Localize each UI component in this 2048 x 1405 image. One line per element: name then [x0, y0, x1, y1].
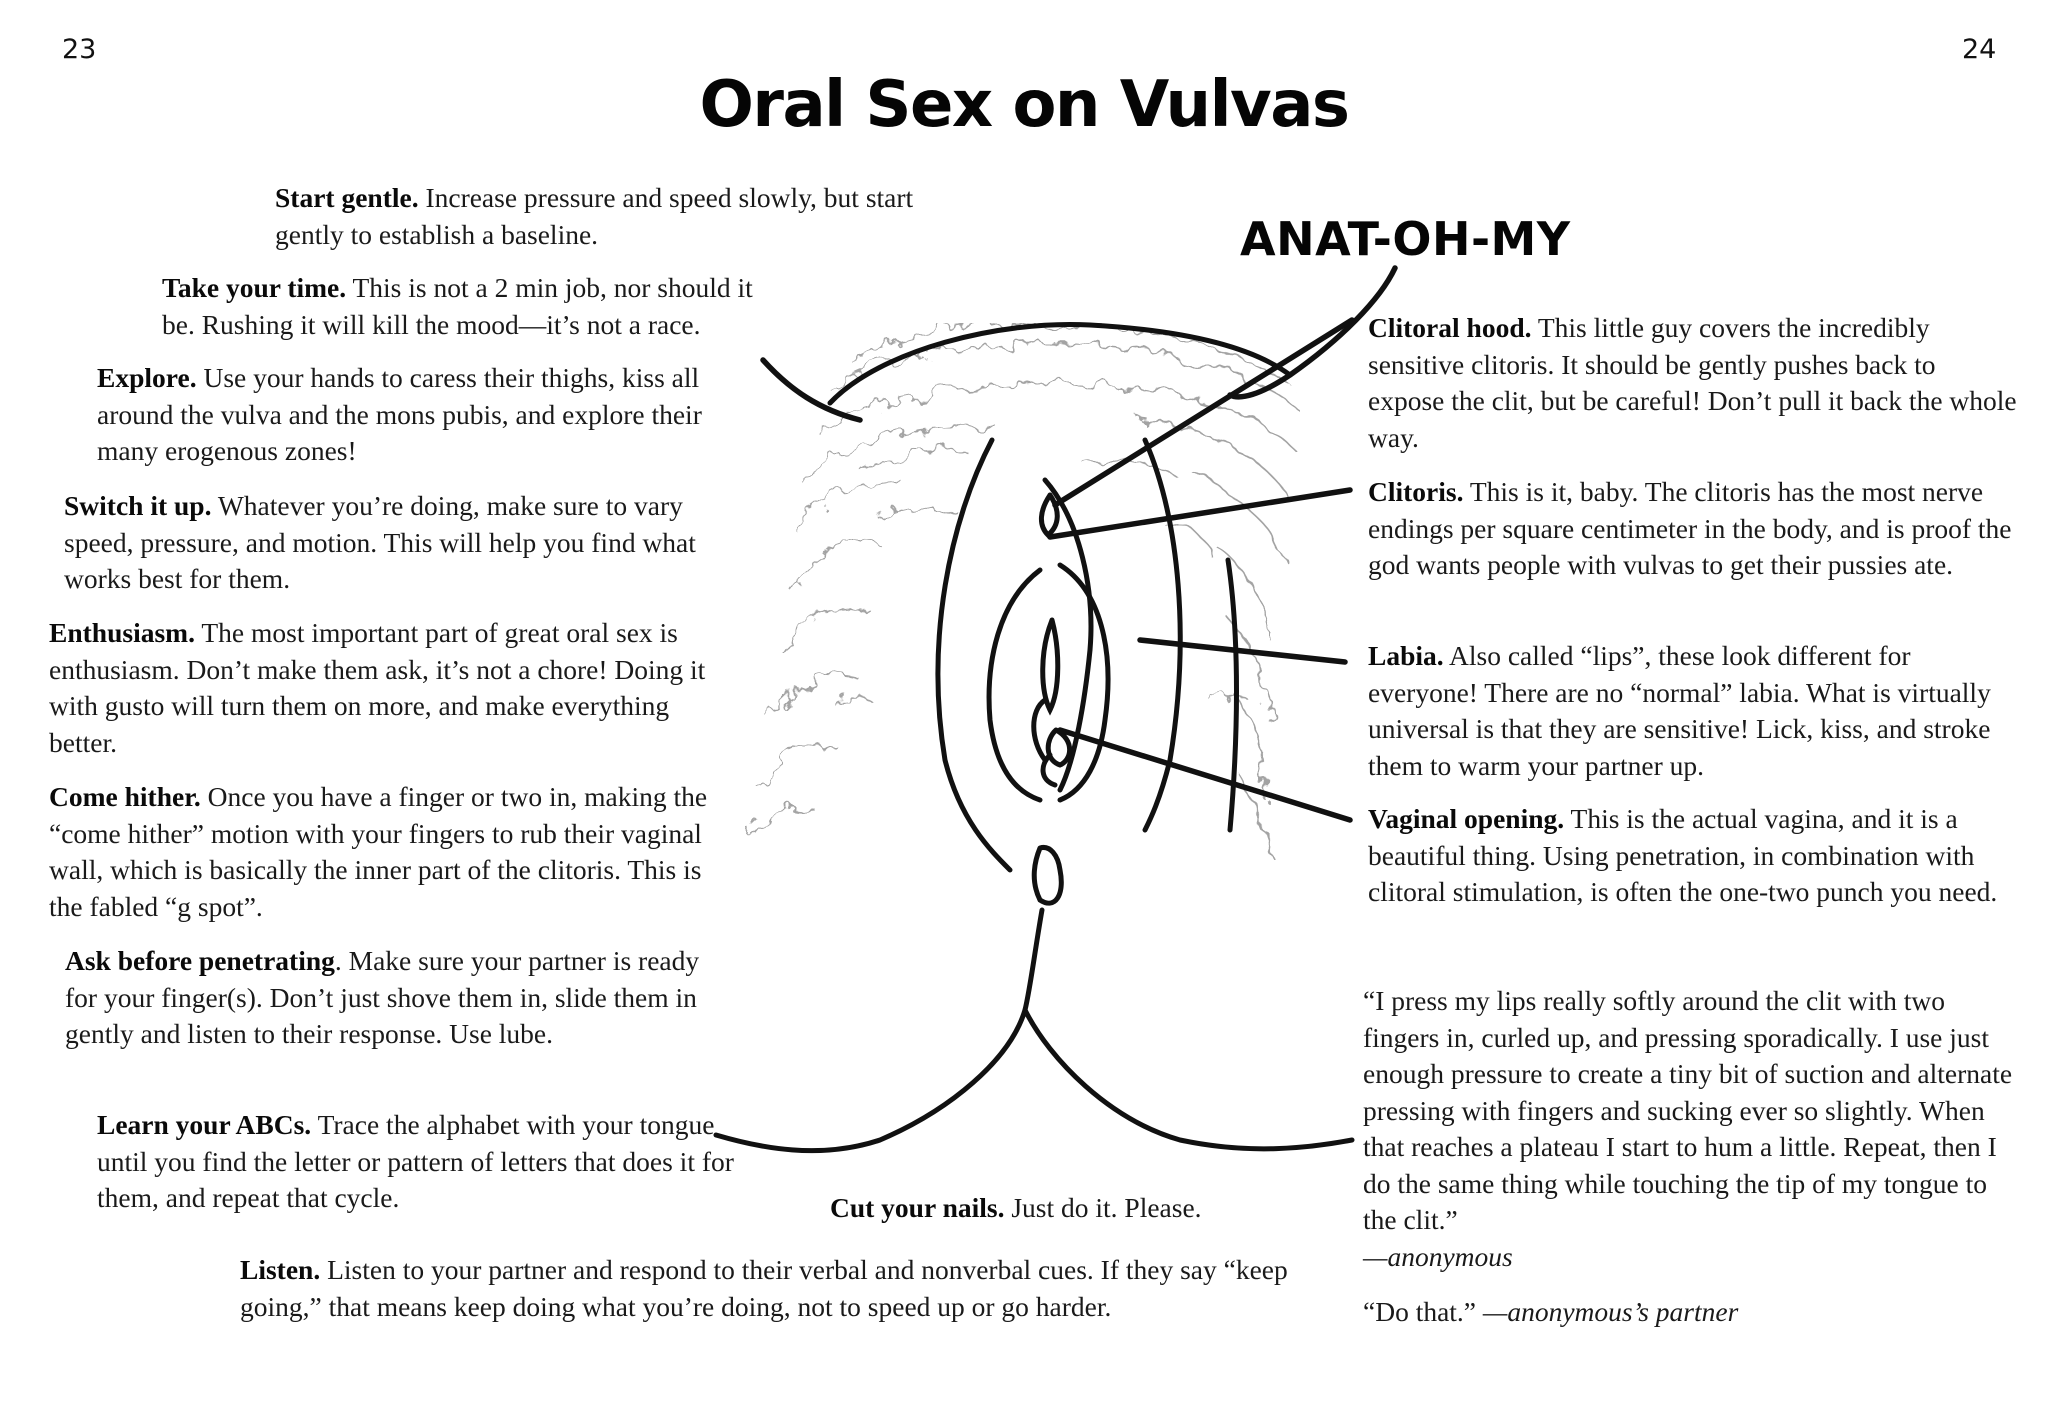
- quote-anonymous: “I press my lips really softly around the clit with two fingers in, curled up, and pressing sporadically. I use just enough pressure to create a tiny bit of suction and alternate pressing with fingers and sucking ever so slightly. When that reaches a plateau I start to hum a little. Repeat, then I do the same thing while touching the tip of my tongue to the clit.” —anonymous: [1363, 985, 2013, 1272]
- tip-take-your-time: Take your time. This is not a 2 min job, nor should it be. Rushing it will kill the mood—it’s not a race.: [162, 272, 753, 340]
- anatomy-clitoral-hood: Clitoral hood. This little guy covers the incredibly sensitive clitoris. It should be gently pushes back to expose the clit, but be careful! Don’t pull it back the whole way.: [1368, 312, 2017, 453]
- anatomy-heading: ANAT-OH-MY: [1240, 212, 1571, 266]
- anatomy-vaginal-opening: Vaginal opening. This is the actual vagina, and it is a beautiful thing. Using penetration, in combination with clitoral stimulation, is often the one-two punch you need.: [1368, 803, 1998, 907]
- tip-come-hither: Come hither. Once you have a finger or two in, making the “come hither” motion with your fingers to rub their vaginal wall, which is basically the inner part of the clitoris. This is the fabled “g spot”.: [49, 781, 708, 922]
- tip-ask-before-penetrating: Ask before penetrating. Make sure your partner is ready for your finger(s). Don’t just shove them in, slide them in gently and listen to their response. Use lube.: [65, 945, 700, 1049]
- page-number-right: 24: [1962, 34, 1997, 65]
- anatomy-clitoris: Clitoris. This is it, baby. The clitoris has the most nerve endings per square centimeter in the body, and is proof the god wants people with vulvas to get their pussies ate.: [1368, 476, 2012, 580]
- tip-cut-your-nails: Cut your nails. Just do it. Please.: [830, 1192, 1202, 1223]
- anatomy-labia: Labia. Also called “lips”, these look different for everyone! There are no “normal” labia. What is virtually universal is that they are sensitive! Lick, kiss, and stroke them to warm your partner up.: [1368, 640, 1991, 781]
- page-title: Oral Sex on Vulvas: [699, 68, 1349, 142]
- vulva-outline: [830, 324, 1290, 903]
- pointer-vaginal-opening: [1060, 730, 1350, 820]
- tip-listen: Listen. Listen to your partner and respond to their verbal and nonverbal cues. If they say “keep going,” that means keep doing what you’re doing, not to speed up or go harder.: [240, 1254, 1288, 1322]
- tip-start-gentle: Start gentle. Increase pressure and speed slowly, but start gently to establish a baseline.: [275, 182, 914, 250]
- tip-switch-it-up: Switch it up. Whatever you’re doing, make sure to vary speed, pressure, and motion. This will help you find what works best for them.: [64, 490, 696, 594]
- pointer-labia: [1140, 640, 1345, 662]
- tip-enthusiasm: Enthusiasm. The most important part of great oral sex is enthusiasm. Don’t make them ask, it’s not a chore! Doing it with gusto will turn them on more, and make everything better.: [49, 617, 706, 758]
- pointer-clitoris: [1050, 490, 1350, 537]
- tip-explore: Explore. Use your hands to caress their thighs, kiss all around the vulva and the mons pubis, and explore their many erogenous zones!: [97, 362, 702, 466]
- pointer-mons: [763, 360, 860, 420]
- pubic-hair-sketch: [745, 323, 1300, 860]
- quote-partner: “Do that.” —anonymous’s partner: [1363, 1296, 1739, 1327]
- pointer-lines: [763, 268, 1395, 820]
- page-number-left: 23: [62, 34, 97, 65]
- pointer-clitoral-hood: [1055, 320, 1352, 505]
- tip-learn-your-abcs: Learn your ABCs. Trace the alphabet with your tongue until you find the letter or pattern of letters that does it for them, and repeat that cycle.: [97, 1109, 734, 1213]
- buttock-lines: [716, 910, 1352, 1151]
